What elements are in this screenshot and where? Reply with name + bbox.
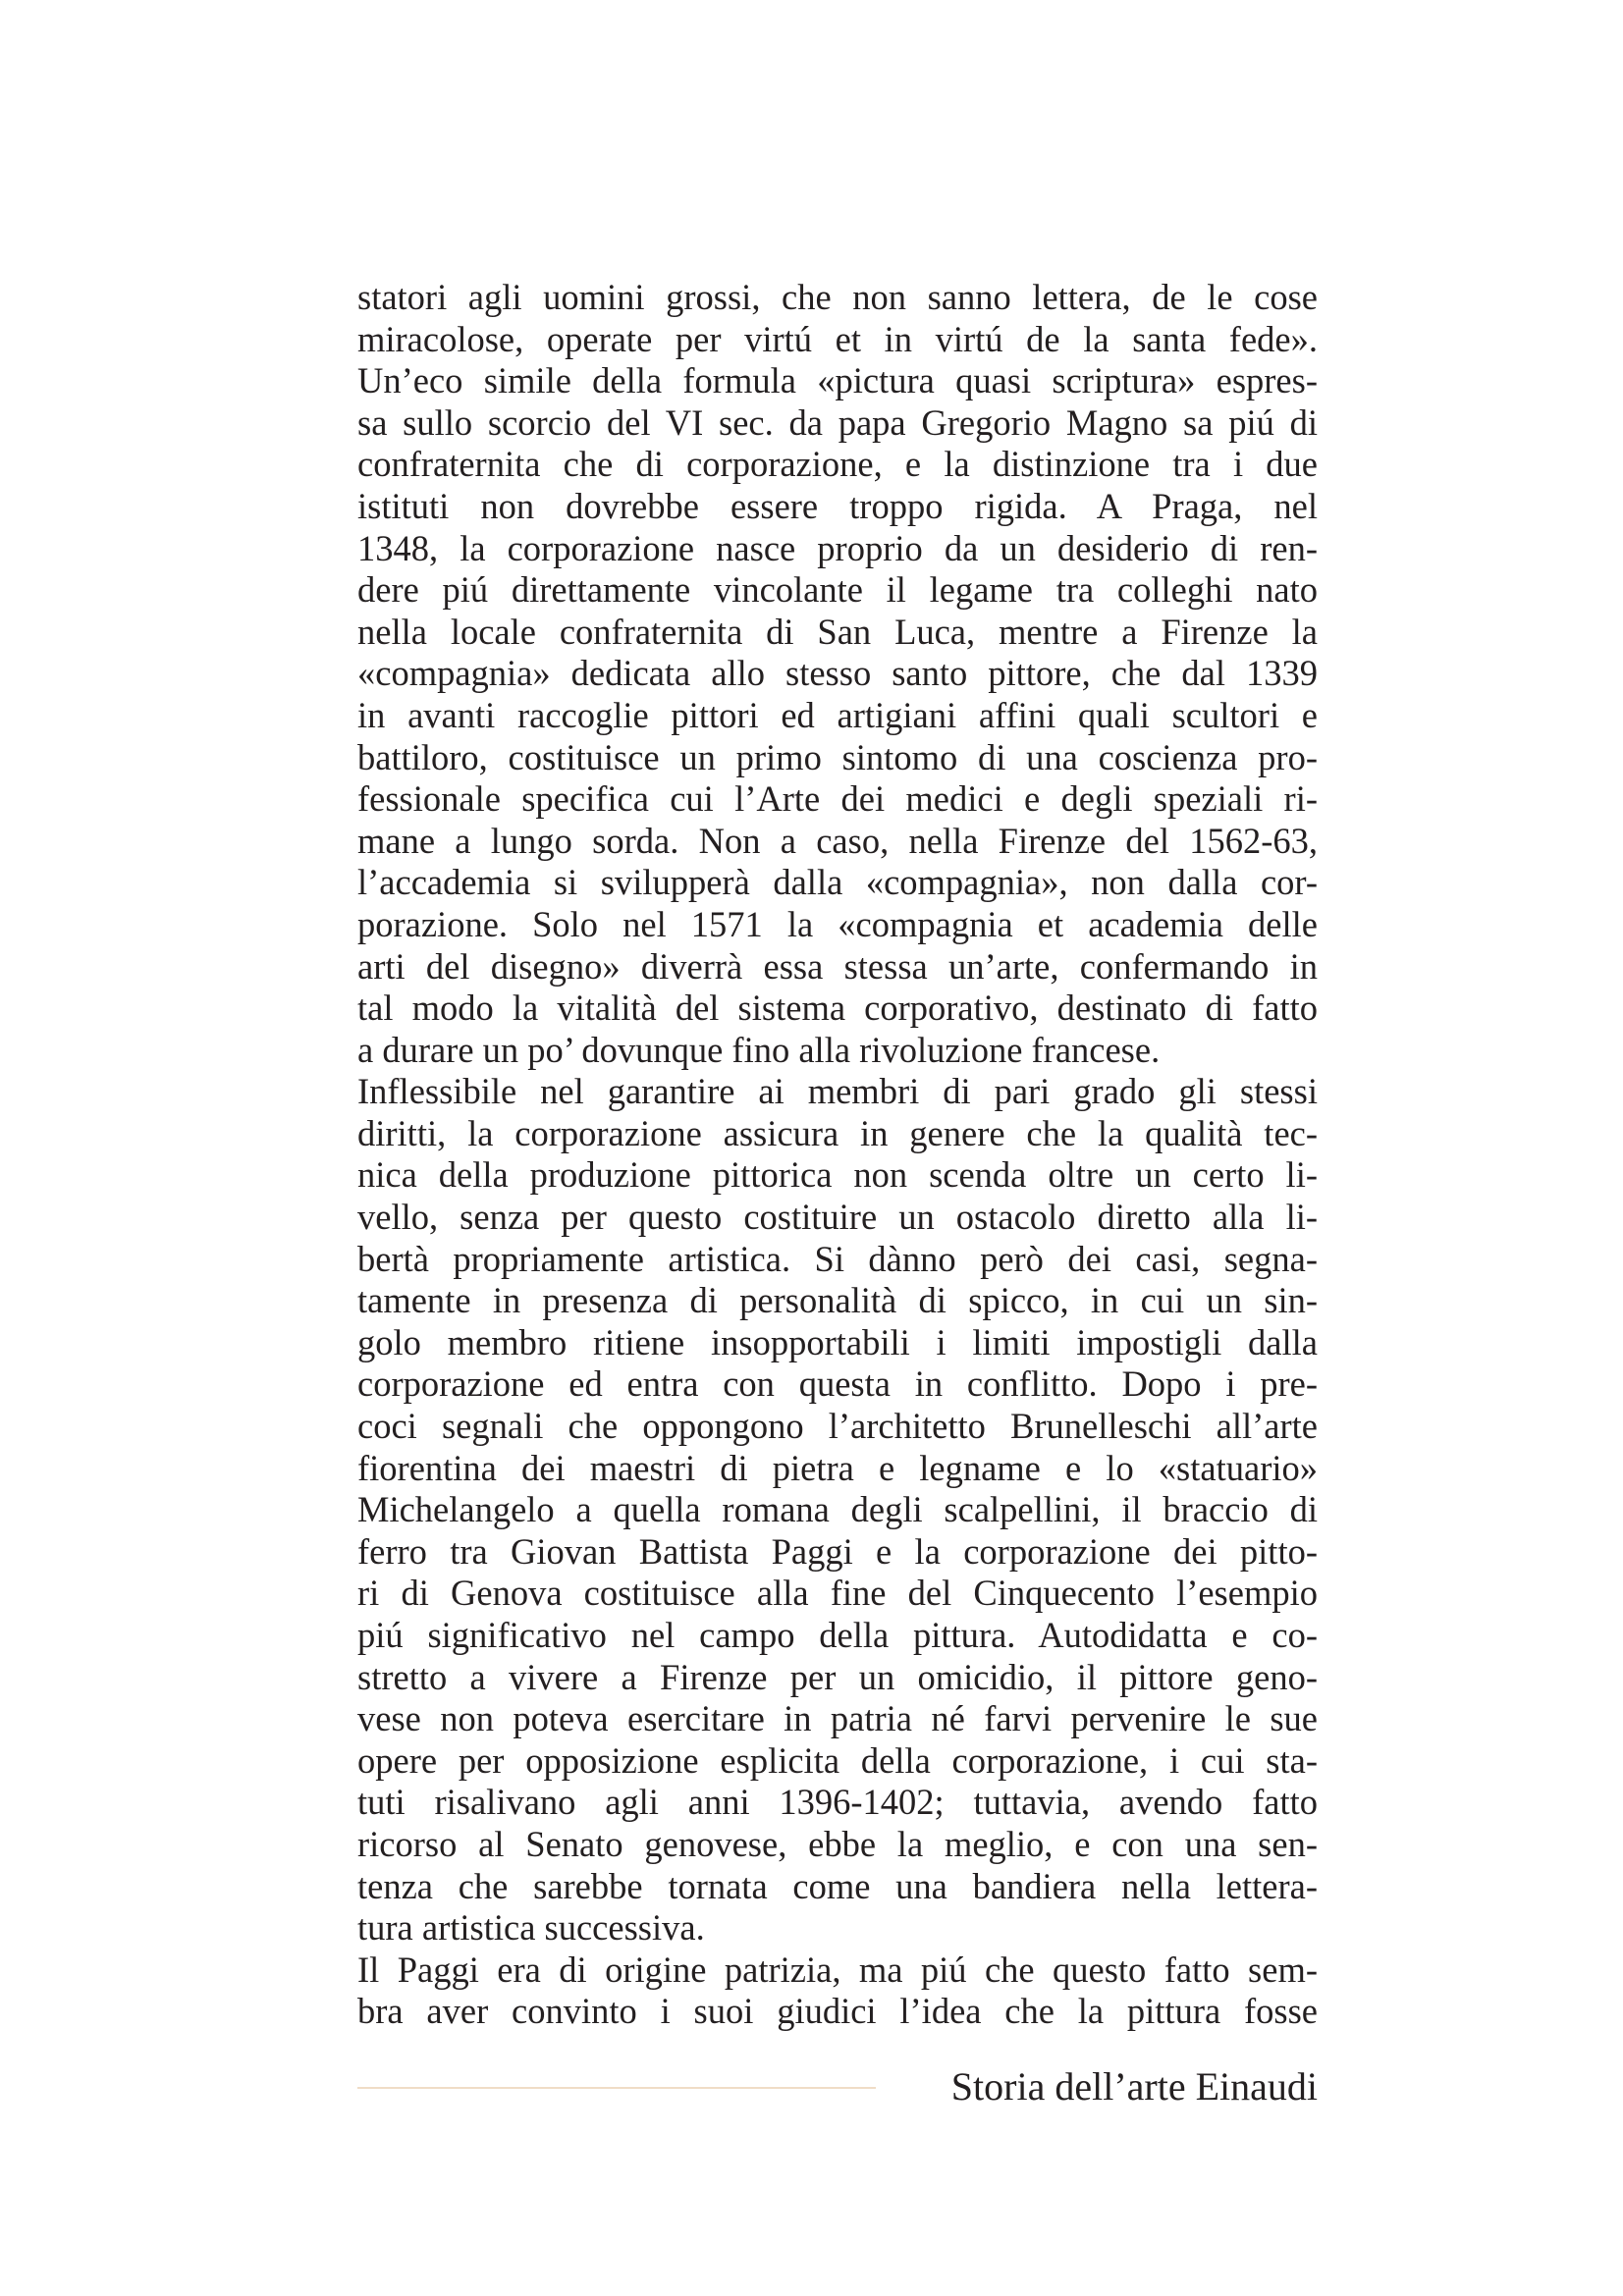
text-line: ri di Genova costituisce alla fine del Cinquecento l’esempio [357,1573,1318,1614]
text-line: 1348, la corporazione nasce proprio da un desiderio di ren- [357,527,1318,568]
footer-title: Storia dell’arte Einaudi [950,2064,1318,2109]
page-footer [357,2059,1318,2118]
text-line: nica della produzione pittorica non scenda oltre un certo li- [357,1154,1318,1196]
text-line: tenza che sarebbe tornata come una bandiera nella lettera- [357,1865,1318,1906]
text-line: mane a lungo sorda. Non a caso, nella Firenze del 1562-63, [357,820,1318,861]
text-line: bertà propriamente artistica. Si dànno però dei casi, segna- [357,1238,1318,1279]
text-line: coci segnali che oppongono l’architetto Brunelleschi all’arte [357,1406,1318,1447]
paragraph-end-line: a durare un po’ dovunque fino alla rivoluzione francese. [357,1029,1161,1070]
text-line: miracolose, operate per virtú et in virtú de la santa fede». [357,318,1318,359]
text-line: fiorentina dei maestri di pietra e legname e lo «statuario» [357,1447,1318,1488]
text-line: nella locale confraternita di San Luca, mentre a Firenze la [357,611,1318,652]
body-text [357,277,1318,2033]
text-line: Inflessibile nel garantire ai membri di pari grado gli stessi [357,1071,1318,1112]
text-line: confraternita che di corporazione, e la distinzione tra i due [357,444,1318,485]
text-line: ricorso al Senato genovese, ebbe la meglio, e con una sen- [357,1823,1318,1864]
text-line: l’accademia si svilupperà dalla «compagnia», non dalla cor- [357,862,1318,903]
paragraph-end-line: tura artistica successiva. [357,1907,705,1949]
text-line: statori agli uomini grossi, che non sanno lettera, de le cose [357,277,1318,317]
text-line: Un’eco simile della formula «pictura quasi scriptura» espres- [357,360,1318,401]
text-line: dere piú direttamente vincolante il legame tra colleghi nato [357,569,1318,611]
text-line: vese non poteva esercitare in patria né farvi pervenire le sue [357,1698,1318,1739]
text-line: corporazione ed entra con questa in conflitto. Dopo i pre- [357,1363,1318,1405]
text-line: fessionale specifica cui l’Arte dei medici e degli speziali ri- [357,778,1318,820]
text-line: Michelangelo a quella romana degli scalpellini, il braccio di [357,1489,1318,1530]
text-line: piú significativo nel campo della pittura. Autodidatta e co- [357,1615,1318,1655]
text-line: golo membro ritiene insopportabili i limiti impostigli dalla [357,1321,1318,1362]
text-line: porazione. Solo nel 1571 la «compagnia et academia delle [357,903,1318,944]
text-line: tal modo la vitalità del sistema corporativo, destinato di fatto [357,988,1318,1029]
text-line: vello, senza per questo costituire un ostacolo diretto alla li- [357,1197,1318,1238]
footer-rule [357,2087,876,2089]
text-line: stretto a vivere a Firenze per un omicidio, il pittore geno- [357,1656,1318,1697]
text-line: Il Paggi era di origine patrizia, ma piú che questo fatto sem- [357,1949,1318,1990]
text-line: istituti non dovrebbe essere troppo rigida. A Praga, nel [357,485,1318,526]
text-line: sa sullo scorcio del VI sec. da papa Gregorio Magno sa piú di [357,401,1318,443]
text-line: «compagnia» dedicata allo stesso santo pittore, che dal 1339 [357,653,1318,694]
text-line: tamente in presenza di personalità di spicco, in cui un sin- [357,1280,1318,1321]
text-line: diritti, la corporazione assicura in genere che la qualità tec- [357,1112,1318,1153]
text-line: opere per opposizione esplicita della corporazione, i cui sta- [357,1739,1318,1781]
text-line: tuti risalivano agli anni 1396-1402; tuttavia, avendo fatto [357,1782,1318,1823]
text-line: bra aver convinto i suoi giudici l’idea che la pittura fosse [357,1991,1318,2032]
text-line: ferro tra Giovan Battista Paggi e la corporazione dei pitto- [357,1530,1318,1572]
text-line: battiloro, costituisce un primo sintomo di una coscienza pro- [357,736,1318,777]
text-line: in avanti raccoglie pittori ed artigiani affini quali scultori e [357,694,1318,735]
text-line: arti del disegno» diverrà essa stessa un’arte, confermando in [357,945,1318,987]
